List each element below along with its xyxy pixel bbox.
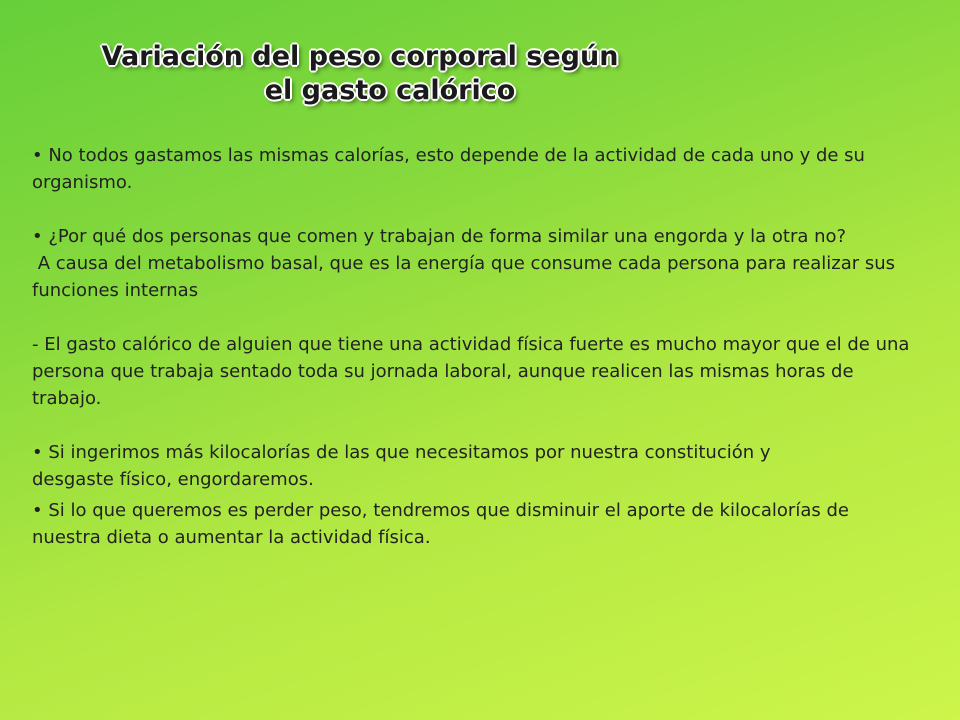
paragraph-calories-differ: • No todos gastamos las mismas calorías, esto depende de la actividad de cada uno y de su organismo. bbox=[32, 145, 865, 193]
spacer bbox=[32, 412, 912, 439]
slide-body bbox=[32, 142, 912, 551]
title-line-2: el gasto calórico bbox=[264, 75, 516, 106]
paragraph-gain-weight: • Si ingerimos más kilocalorías de las que necesitamos por nuestra constitución y desgaste físico, engordaremos. bbox=[32, 442, 771, 490]
spacer bbox=[32, 304, 912, 331]
paragraph-basal-metabolism: A causa del metabolismo basal, que es la energía que consume cada persona para realizar sus funciones internas bbox=[32, 253, 901, 301]
paragraph-question: • ¿Por qué dos personas que comen y trabajan de forma similar una engorda y la otra no? bbox=[32, 226, 847, 247]
title-line-1: Variación del peso corporal según bbox=[101, 41, 619, 72]
spacer bbox=[32, 196, 912, 223]
slide-title bbox=[80, 40, 640, 108]
paragraph-lose-weight: • Si lo que queremos es perder peso, tendremos que disminuir el aporte de kilocalorías de nuestra dieta o aumentar la actividad física. bbox=[32, 500, 849, 548]
paragraph-caloric-expenditure: - El gasto calórico de alguien que tiene una actividad física fuerte es mucho mayor que el de una persona que trabaja sentado toda su jornada laboral, aunque realicen las mismas horas de trabajo. bbox=[32, 334, 910, 409]
